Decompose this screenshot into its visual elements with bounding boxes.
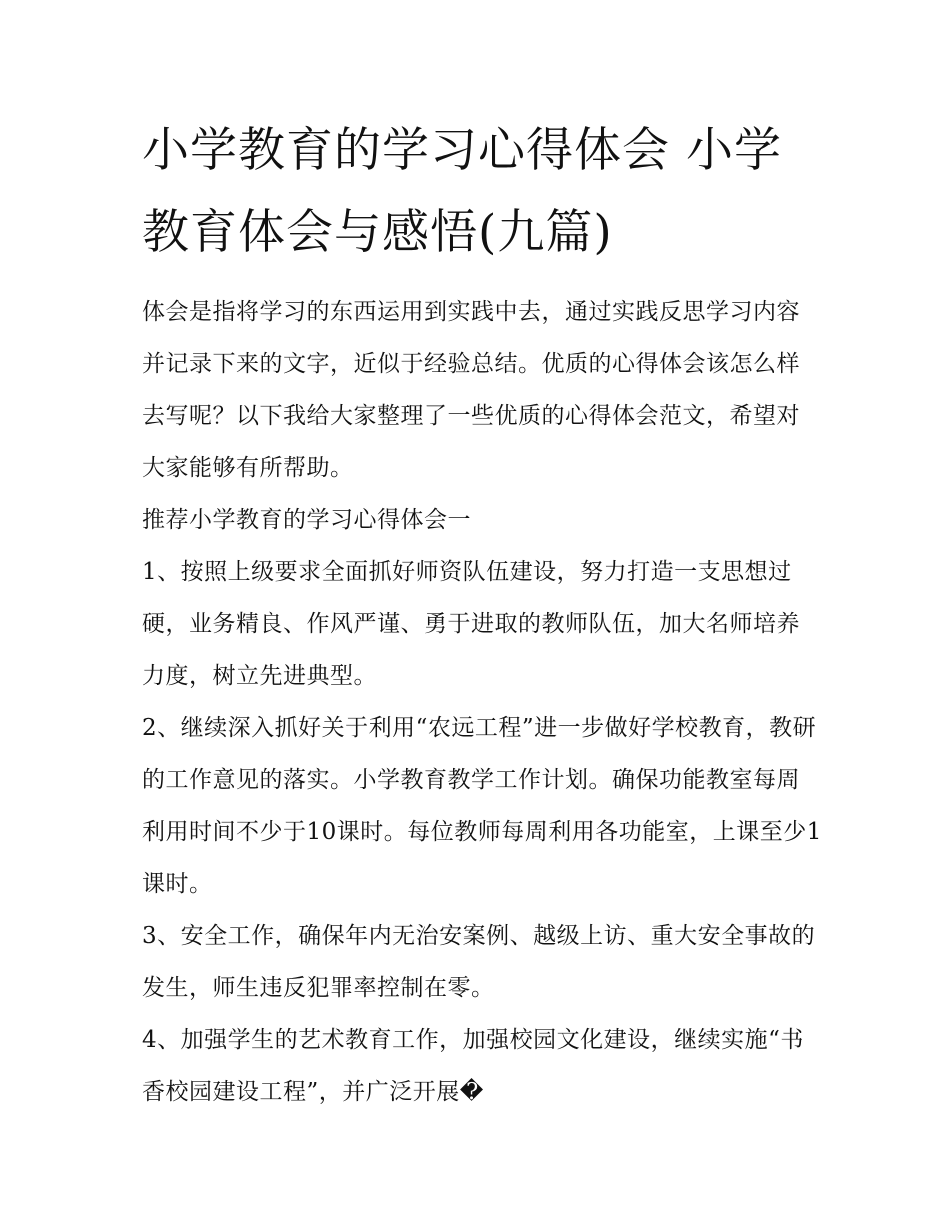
section-heading: 推荐小学教育的学习心得体会一 [142, 507, 471, 533]
list-item-3: 3、安全工作，确保年内无治安案例、越级上访、重大安全事故的发生，师生违反犯罪率控制在零。 [142, 923, 816, 1001]
page-title: 小学教育的学习心得体会 小学教育体会与感悟(九篇) [142, 123, 782, 260]
list-item-4: 4、加强学生的艺术教育工作，加强校园文化建设，继续实施“书香校园建设工程”，并广泛开展� [142, 1027, 804, 1105]
intro-paragraph: 体会是指将学习的东西运用到实践中去，通过实践反思学习内容并记录下来的文字，近似于经验总结。优质的心得体会该怎么样去写呢？以下我给大家整理了一些优质的心得体会范文，希望对大家能够有所帮助。 [142, 299, 800, 481]
list-item-2: 2、继续深入抓好关于利用“农远工程”进一步做好学校教育，教研的工作意见的落实。小学教育教学工作计划。确保功能教室每周利用时间不少于10课时。每位教师每周利用各功能室，上课至少1课时。 [142, 715, 822, 897]
list-item-1: 1、按照上级要求全面抓好师资队伍建设，努力打造一支思想过硬，业务精良、作风严谨、勇于进取的教师队伍，加大名师培养力度，树立先进典型。 [142, 559, 800, 689]
document-content [142, 110, 822, 1118]
